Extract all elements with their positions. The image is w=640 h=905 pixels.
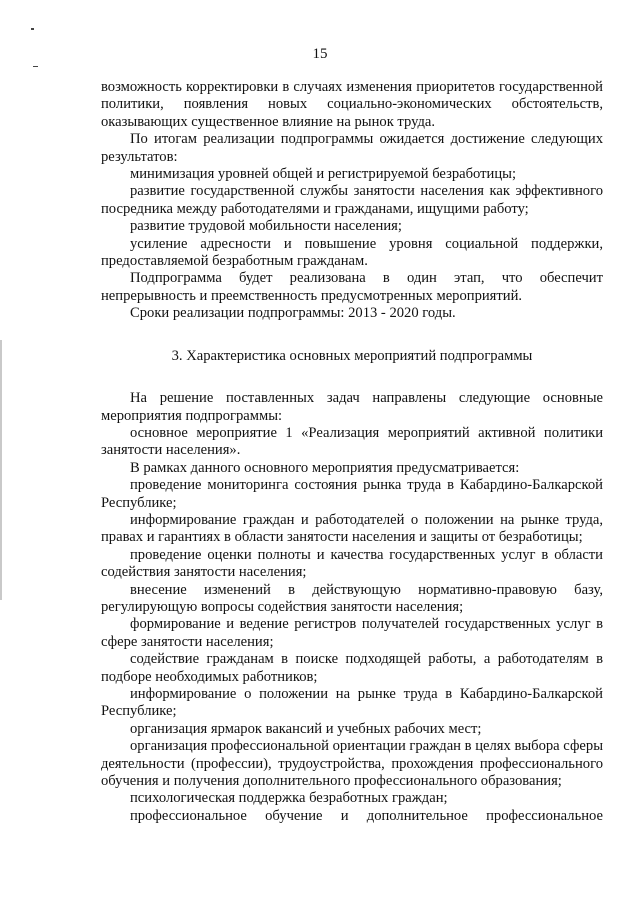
- list-item: минимизация уровней общей и регистрируемой безработицы;: [130, 166, 517, 183]
- list-item: проведение оценки полноты и качества государственных услуг в области содействия занятости населения;: [101, 546, 603, 581]
- list-item: формирование и ведение регистров получателей государственных услуг в сфере занятости населения;: [101, 616, 603, 650]
- list-item: организация профессиональной ориентации граждан в целях выбора сферы деятельности (профессии), трудоустройства, прохождения профессионального обучения и получения дополнительного профессионального образования;: [101, 738, 603, 790]
- section-heading: 3. Характеристика основных мероприятий подпрограммы: [171, 347, 533, 364]
- page-number: 15: [312, 46, 328, 62]
- scan-edge: [0, 340, 2, 600]
- scan-mark: [31, 28, 34, 30]
- paragraph: На решение поставленных задач направлены следующие основные мероприятия подпрограммы:: [101, 390, 603, 424]
- list-item: проведение мониторинга состояния рынка труда в Кабардино-Балкарской Республике;: [101, 477, 603, 511]
- list-item: организация ярмарок вакансий и учебных рабочих мест;: [130, 720, 482, 737]
- document-body: [101, 79, 603, 825]
- list-item: информирование о положении на рынке труда в Кабардино-Балкарской Республике;: [101, 686, 603, 720]
- paragraph: Сроки реализации подпрограммы: 2013 - 2020 годы.: [130, 305, 456, 322]
- list-item: психологическая поддержка безработных граждан;: [130, 790, 448, 807]
- paragraph: возможность корректировки в случаях изменения приоритетов государственной политики, появления новых социально-экономических обстоятельств, оказывающих существенное влияние на рынок труда.: [101, 79, 603, 130]
- list-item: информирование граждан и работодателей о положении на рынке труда, правах и гарантиях в области занятости населения и защиты от безработицы;: [101, 511, 603, 546]
- list-item: профессиональное обучение и дополнительное профессиональное: [130, 807, 603, 824]
- paragraph: Подпрограмма будет реализована в один этап, что обеспечит непрерывность и преемственность предусмотренных мероприятий.: [101, 270, 603, 304]
- list-item: развитие трудовой мобильности населения;: [130, 218, 402, 235]
- list-item: усиление адресности и повышение уровня социальной поддержки, предоставляемой безработным гражданам.: [101, 235, 603, 270]
- list-item: развитие государственной службы занятости населения как эффективного посредника между работодателями и гражданами, ищущими работу;: [101, 183, 603, 217]
- scan-mark: [33, 66, 38, 67]
- paragraph: По итогам реализации подпрограммы ожидается достижение следующих результатов:: [101, 131, 603, 165]
- list-item: содействие гражданам в поиске подходящей работы, а работодателям в подборе необходимых работников;: [101, 651, 603, 685]
- list-item: внесение изменений в действующую нормативно-правовую базу, регулирующую вопросы содействия занятости населения;: [101, 581, 603, 615]
- list-item: основное мероприятие 1 «Реализация мероприятий активной политики занятости населения».: [101, 424, 603, 459]
- paragraph: В рамках данного основного мероприятия предусматривается:: [130, 459, 520, 476]
